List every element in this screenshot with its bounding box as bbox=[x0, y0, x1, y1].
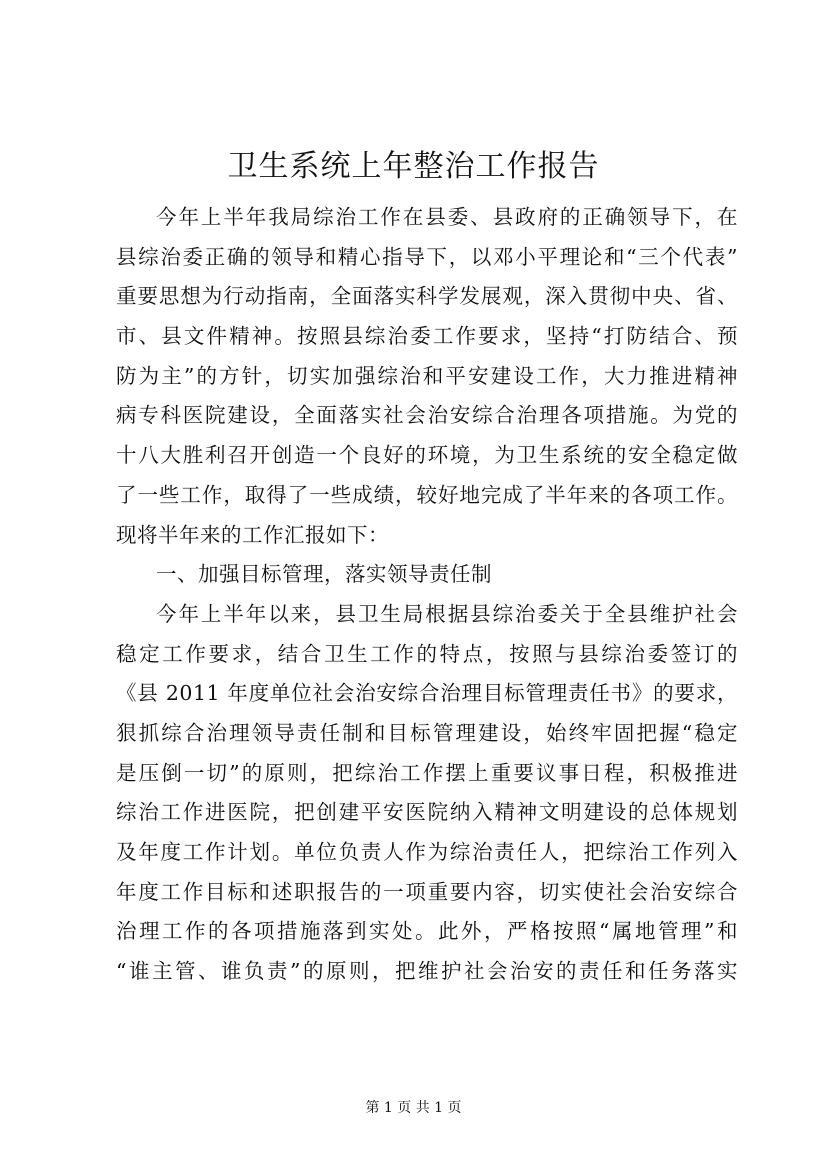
body-text-line: 治理工作的各项措施落到实处。此外，严格按照“属地管理”和 bbox=[116, 919, 738, 944]
body-text-line: 年度工作目标和述职报告的一项重要内容，切实使社会治安综合 bbox=[116, 879, 738, 904]
body-text-line: 今年上半年我局综治工作在县委、县政府的正确领导下，在 bbox=[156, 205, 738, 229]
body-text-line: 《县 2011 年度单位社会治安综合治理目标管理责任书》的要求， bbox=[116, 681, 738, 706]
body-text-line: 重要思想为行动指南，全面落实科学发展观，深入贯彻中央、省、 bbox=[116, 284, 738, 309]
body-text-line: 病专科医院建设，全面落实社会治安综合治理各项措施。为党的 bbox=[116, 403, 738, 428]
body-text-line: 市、县文件精神。按照县综治委工作要求，坚持“打防结合、预 bbox=[116, 324, 738, 349]
body-text-line: 一、加强目标管理，落实领导责任制 bbox=[156, 562, 492, 587]
body-text-line: 十八大胜利召开创造一个良好的环境，为卫生系统的安全稳定做 bbox=[116, 443, 738, 468]
body-text-line: 县综治委正确的领导和精心指导下，以邓小平理论和“三个代表” bbox=[116, 244, 738, 269]
body-text-line: 今年上半年以来，县卫生局根据县综治委关于全县维护社会 bbox=[156, 601, 738, 626]
body-text-line: 稳定工作要求，结合卫生工作的特点，按照与县综治委签订的 bbox=[116, 641, 738, 666]
document-title: 卫生系统上年整治工作报告 bbox=[227, 149, 600, 184]
body-text-line: 了一些工作，取得了一些成绩，较好地完成了半年来的各项工作。 bbox=[116, 482, 738, 507]
document-body bbox=[116, 198, 738, 992]
body-text-line: 现将半年来的工作汇报如下： bbox=[116, 522, 389, 547]
body-text-line: 综治工作进医院，把创建平安医院纳入精神文明建设的总体规划 bbox=[116, 800, 738, 825]
body-text-line: “谁主管、谁负责”的原则，把维护社会治安的责任和任务落实 bbox=[116, 959, 738, 984]
body-text-line: 是压倒一切”的原则，把综治工作摆上重要议事日程，积极推进 bbox=[116, 760, 738, 785]
page-footer: 第 1 页 共 1 页 bbox=[365, 1100, 462, 1116]
body-text-line: 及年度工作计划。单位负责人作为综治责任人，把综治工作列入 bbox=[116, 840, 738, 864]
body-text-line: 狠抓综合治理领导责任制和目标管理建设，始终牢固把握“稳定 bbox=[116, 720, 738, 745]
body-text-line: 防为主”的方针，切实加强综治和平安建设工作，大力推进精神 bbox=[116, 363, 738, 388]
